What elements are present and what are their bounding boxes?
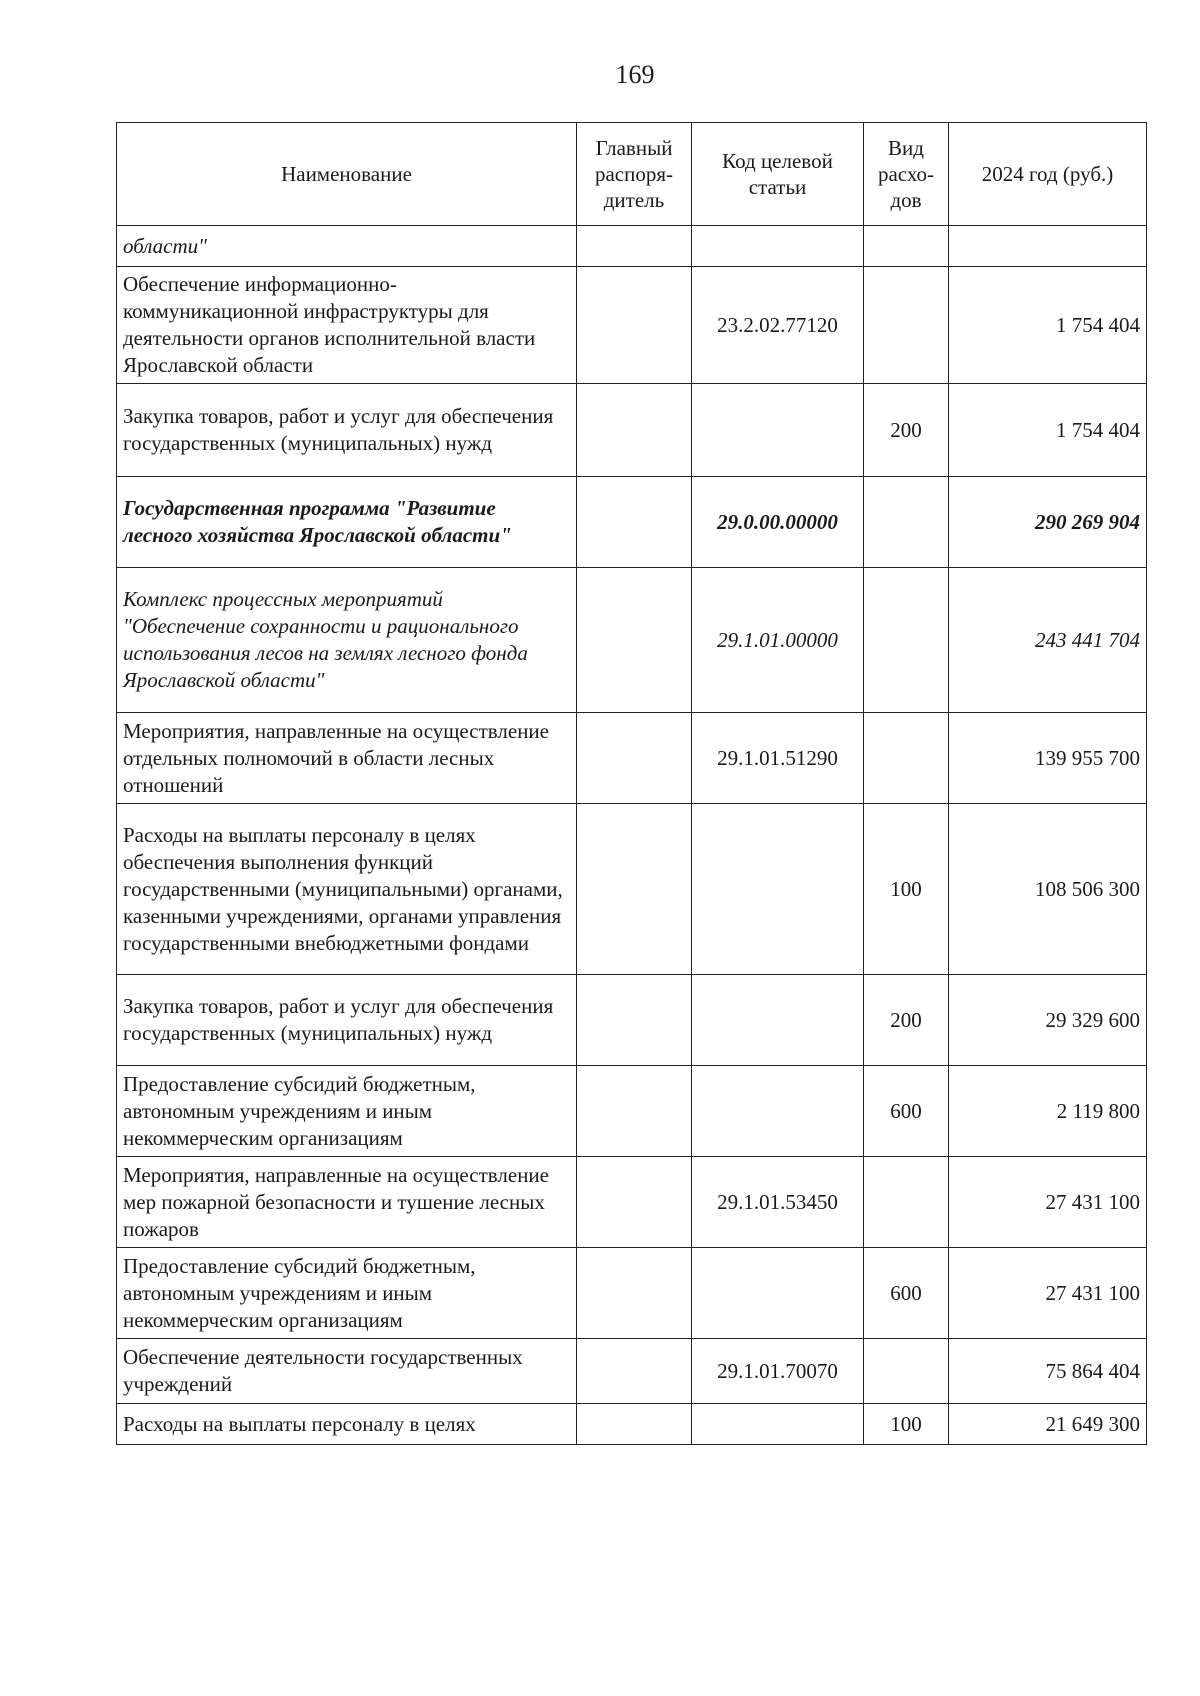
cell-name: Расходы на выплаты персоналу в целях xyxy=(117,1404,577,1445)
table-row xyxy=(117,1404,1147,1445)
cell-admin xyxy=(577,226,692,267)
cell-amount: 29 329 600 xyxy=(949,975,1147,1066)
cell-name: Государственная программа "Развитие лесного хозяйства Ярославской области" xyxy=(117,477,577,568)
table-header-row xyxy=(117,123,1147,226)
table-row xyxy=(117,1248,1147,1339)
cell-code xyxy=(692,226,864,267)
cell-kind xyxy=(864,568,949,713)
cell-kind xyxy=(864,1157,949,1248)
cell-name: Мероприятия, направленные на осуществление мер пожарной безопасности и тушение лесных пожаров xyxy=(117,1157,577,1248)
cell-code: 23.2.02.77120 xyxy=(692,267,864,384)
cell-code xyxy=(692,1404,864,1445)
cell-amount: 243 441 704 xyxy=(949,568,1147,713)
cell-name: Обеспечение информационно-коммуникационной инфраструктуры для деятельности органов исполнительной власти Ярославской области xyxy=(117,267,577,384)
table-row xyxy=(117,1066,1147,1157)
cell-kind xyxy=(864,477,949,568)
cell-code: 29.1.01.00000 xyxy=(692,568,864,713)
table-row xyxy=(117,226,1147,267)
cell-code xyxy=(692,975,864,1066)
cell-kind: 600 xyxy=(864,1248,949,1339)
cell-code: 29.1.01.70070 xyxy=(692,1339,864,1404)
cell-admin xyxy=(577,477,692,568)
cell-kind: 100 xyxy=(864,1404,949,1445)
table-row xyxy=(117,568,1147,713)
cell-name: Мероприятия, направленные на осуществление отдельных полномочий в области лесных отношений xyxy=(117,713,577,804)
cell-amount: 290 269 904 xyxy=(949,477,1147,568)
budget-table xyxy=(116,122,1147,1445)
cell-amount: 1 754 404 xyxy=(949,384,1147,477)
cell-amount: 21 649 300 xyxy=(949,1404,1147,1445)
cell-amount: 139 955 700 xyxy=(949,713,1147,804)
cell-amount: 108 506 300 xyxy=(949,804,1147,975)
cell-kind: 200 xyxy=(864,975,949,1066)
cell-name: Закупка товаров, работ и услуг для обеспечения государственных (муниципальных) нужд xyxy=(117,384,577,477)
header-kind: Вид расхо-дов xyxy=(864,123,949,226)
cell-kind: 100 xyxy=(864,804,949,975)
cell-admin xyxy=(577,804,692,975)
table-row xyxy=(117,804,1147,975)
header-admin: Главный распоря-дитель xyxy=(577,123,692,226)
cell-name: Обеспечение деятельности государственных учреждений xyxy=(117,1339,577,1404)
cell-amount xyxy=(949,226,1147,267)
cell-name: Предоставление субсидий бюджетным, автономным учреждениям и иным некоммерческим организациям xyxy=(117,1248,577,1339)
cell-admin xyxy=(577,568,692,713)
page-number: 169 xyxy=(615,60,655,89)
cell-code xyxy=(692,1248,864,1339)
cell-name: Комплекс процессных мероприятий "Обеспечение сохранности и рационального использования лесов на землях лесного фонда Ярославской области" xyxy=(117,568,577,713)
cell-amount: 27 431 100 xyxy=(949,1157,1147,1248)
cell-admin xyxy=(577,1248,692,1339)
header-amount: 2024 год (руб.) xyxy=(949,123,1147,226)
cell-code: 29.1.01.53450 xyxy=(692,1157,864,1248)
header-code: Код целевой статьи xyxy=(692,123,864,226)
table-row xyxy=(117,975,1147,1066)
table-row xyxy=(117,1157,1147,1248)
cell-name: области" xyxy=(117,226,577,267)
cell-admin xyxy=(577,267,692,384)
cell-amount: 2 119 800 xyxy=(949,1066,1147,1157)
table-row xyxy=(117,713,1147,804)
cell-name: Предоставление субсидий бюджетным, автономным учреждениям и иным некоммерческим организациям xyxy=(117,1066,577,1157)
table-row xyxy=(117,1339,1147,1404)
cell-kind: 600 xyxy=(864,1066,949,1157)
table-body xyxy=(117,226,1147,1445)
cell-name: Расходы на выплаты персоналу в целях обеспечения выполнения функций государственными (муниципальными) органами, казенными учреждениями, органами управления государственными внебюджетными фондами xyxy=(117,804,577,975)
cell-amount: 75 864 404 xyxy=(949,1339,1147,1404)
table-row xyxy=(117,267,1147,384)
cell-admin xyxy=(577,384,692,477)
cell-code: 29.0.00.00000 xyxy=(692,477,864,568)
header-name: Наименование xyxy=(117,123,577,226)
cell-admin xyxy=(577,1066,692,1157)
cell-amount: 1 754 404 xyxy=(949,267,1147,384)
cell-admin xyxy=(577,975,692,1066)
cell-code xyxy=(692,384,864,477)
cell-code xyxy=(692,1066,864,1157)
cell-admin xyxy=(577,1339,692,1404)
cell-amount: 27 431 100 xyxy=(949,1248,1147,1339)
table-row xyxy=(117,384,1147,477)
cell-admin xyxy=(577,713,692,804)
cell-kind xyxy=(864,1339,949,1404)
cell-admin xyxy=(577,1157,692,1248)
cell-kind xyxy=(864,267,949,384)
cell-code: 29.1.01.51290 xyxy=(692,713,864,804)
cell-kind: 200 xyxy=(864,384,949,477)
cell-name: Закупка товаров, работ и услуг для обеспечения государственных (муниципальных) нужд xyxy=(117,975,577,1066)
cell-kind xyxy=(864,713,949,804)
table-row xyxy=(117,477,1147,568)
cell-code xyxy=(692,804,864,975)
cell-admin xyxy=(577,1404,692,1445)
cell-kind xyxy=(864,226,949,267)
